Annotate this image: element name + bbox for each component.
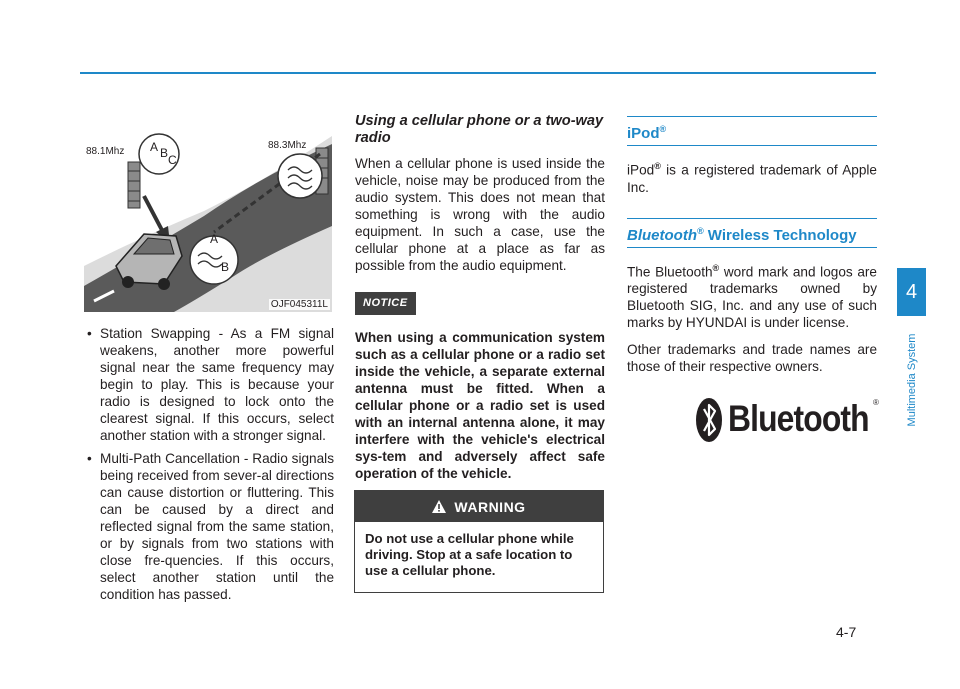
other-trademarks-paragraph: Other trademarks and trade names are those of their respective owners.: [627, 342, 877, 375]
bluetooth-paragraph: [627, 260, 877, 332]
warning-label: WARNING: [454, 498, 526, 515]
warning-box: [354, 490, 604, 593]
notice-badge: NOTICE: [355, 292, 416, 315]
signal-letter-a: A: [150, 140, 159, 154]
bluetooth-logo: [695, 395, 880, 445]
ipod-heading-text: iPod: [627, 125, 660, 142]
cellular-subheading: Using a cellular phone or a two-way radio: [355, 113, 604, 146]
chapter-label-text: Multimedia System: [905, 333, 918, 427]
warning-header: [355, 491, 603, 522]
chapter-tab: 4: [897, 268, 926, 316]
chapter-label: [897, 320, 926, 440]
top-rule: [80, 72, 876, 74]
bluetooth-heading-rest: Wireless Technology: [703, 226, 857, 244]
bluetooth-logo-wordmark: Bluetooth: [728, 398, 869, 439]
warning-text: Do not use a cellular phone while driving. Stop at a safe location to use a cellular phone.: [365, 531, 574, 578]
cellular-paragraph: When a cellular phone is used inside the vehicle, noise may be produced from the audio system. This does not mean that something is wrong with the audio equipment. In such a case, use the cellular phone at a place as far as possible from the audio equipment.: [355, 156, 605, 273]
car-signal-letter-a: A: [210, 232, 219, 246]
registered-mark: ®: [712, 262, 720, 273]
freq-left-label: 88.1Mhz: [86, 146, 125, 157]
signal-letter-c: C: [168, 153, 177, 167]
car-signal-letter-b: B: [221, 260, 230, 274]
bluetooth-heading-italic: Bluetooth: [627, 226, 697, 244]
bluetooth-para-start: The Bluetooth: [627, 264, 713, 280]
freq-right-label: 88.3Mhz: [268, 140, 307, 151]
right-column: [627, 116, 877, 385]
registered-mark: ®: [659, 124, 667, 134]
ipod-paragraph: [627, 158, 877, 196]
warning-triangle-icon: [432, 500, 446, 513]
signal-letter-b: B: [160, 146, 169, 160]
bullet-multipath-cancellation: • Multi-Path Cancellation - Radio signals being received from sever-al directions can cause distortion or fluttering. This can be caused by a direct and reflected signal from the same station, or by signals from two stations with close fre-quencies. If this occurs, select another station until the condition has passed.: [84, 450, 334, 603]
left-column: [84, 325, 334, 609]
ipod-brand: iPod: [627, 162, 655, 178]
bullet-station-swapping: • Station Swapping - As a FM signal weakens, another more powerful signal near the same frequency may begin to play. This is because your radio is designed to lock onto the clearest signal. If this occurs, select another station with a stronger signal.: [84, 325, 334, 444]
registered-mark: ®: [654, 161, 661, 171]
svg-text:®: ®: [873, 398, 879, 407]
bluetooth-heading: [627, 218, 877, 248]
bluetooth-para-rest: word mark and logos are registered trademarks owned by Bluetooth SIG, Inc. and any use of such marks by HYUNDAI is under license.: [627, 264, 877, 331]
ipod-heading: [627, 116, 877, 146]
notice-text: When using a communication system such as a cellular phone or a radio set inside the vehicle, a separate external antenna must be fitted. When a cellular phone or a radio set is used with an internal antenna alone, it may interfere with the vehicle's electrical sys-tem and adversely affect safe operation of the vehicle.: [355, 330, 605, 481]
figure-code: OJF045311L: [270, 299, 328, 310]
left-tower: [128, 162, 140, 208]
page-number: 4-7: [836, 624, 857, 640]
registered-mark: ®: [696, 225, 704, 236]
ipod-text: is a registered trademark of Apple Inc.: [627, 162, 877, 195]
middle-column: [355, 113, 605, 482]
radio-signal-illustration: [84, 116, 332, 312]
